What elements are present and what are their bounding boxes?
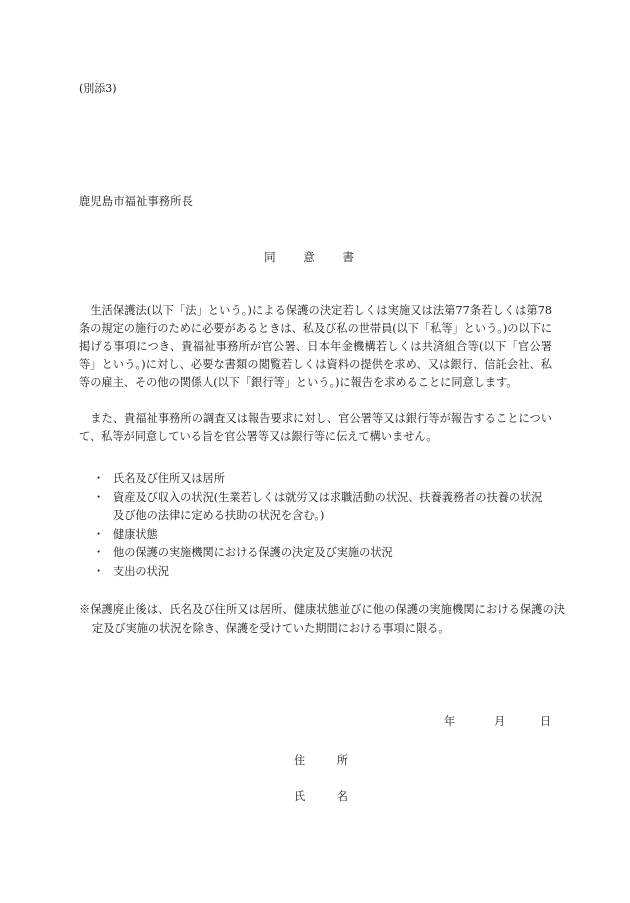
date-year-label: 年: [444, 715, 456, 728]
document-title: 同 意 書: [264, 250, 366, 264]
consent-items-list: [79, 470, 552, 581]
list-item-text: 他の保護の実施機関における保護の決定及び実施の状況: [113, 546, 393, 559]
bullet-icon: ・: [93, 564, 105, 578]
list-item-text: 支出の状況: [113, 564, 169, 578]
attachment-label: (別添3): [79, 82, 117, 95]
address-label: 住 所: [294, 754, 362, 767]
bullet-icon: ・: [93, 472, 105, 485]
date-day-label: 日: [540, 715, 552, 728]
recipient: 鹿児島市福祉事務所長: [79, 195, 193, 208]
bullet-icon: ・: [93, 527, 105, 541]
post-termination-note: ※保護廃止後は、氏名及び住所又は居所、健康状態並びに他の保護の実施機関における保護の決定及び実施の状況を除き、保護を受けていた期間における事項に限る。: [79, 603, 565, 635]
consent-paragraph-1: [79, 302, 552, 392]
bullet-icon: ・: [93, 490, 105, 504]
name-label: 氏 名: [294, 790, 362, 803]
list-item-text: 資産及び収入の状況(生業若しくは就労又は求職活動の状況、扶養義務者の扶養の状況及び他の法律に定める扶助の状況を含む。): [113, 490, 543, 522]
list-item: [79, 526, 552, 545]
list-item-text: 氏名及び住所又は居所: [113, 472, 225, 485]
list-item: [79, 470, 552, 489]
paragraph-1-text: 生活保護法(以下「法」という。)による保護の決定若しくは実施又は法第77条若しくは第78条の規定の施行のために必要があるときは、私及び私の世帯員(以下「私等」という。)の以下に掲げる事項につき、貴福祉事務所が官公署、日本年金機構若しくは共済組合等(以下「官公署等」という。)に対し、必要な書類の閲覧若しくは資料の提供を求め、又は銀行、信託会社、私等の雇主、その他の関係人(以下「銀行等」という。)に報告を求めることに同意します。: [79, 304, 553, 389]
list-item: [79, 489, 552, 526]
list-item: [79, 544, 552, 563]
consent-paragraph-2: [79, 410, 552, 446]
list-item-text: 健康状態: [113, 527, 158, 541]
bullet-icon: ・: [93, 546, 105, 559]
list-item: [79, 563, 552, 582]
date-month-label: 月: [494, 715, 506, 728]
paragraph-2-text: また、貴福祉事務所の調査又は報告要求に対し、官公署等又は銀行等が報告することについて、私等が同意している旨を官公署等又は銀行等に伝えて構いません。: [79, 412, 552, 443]
